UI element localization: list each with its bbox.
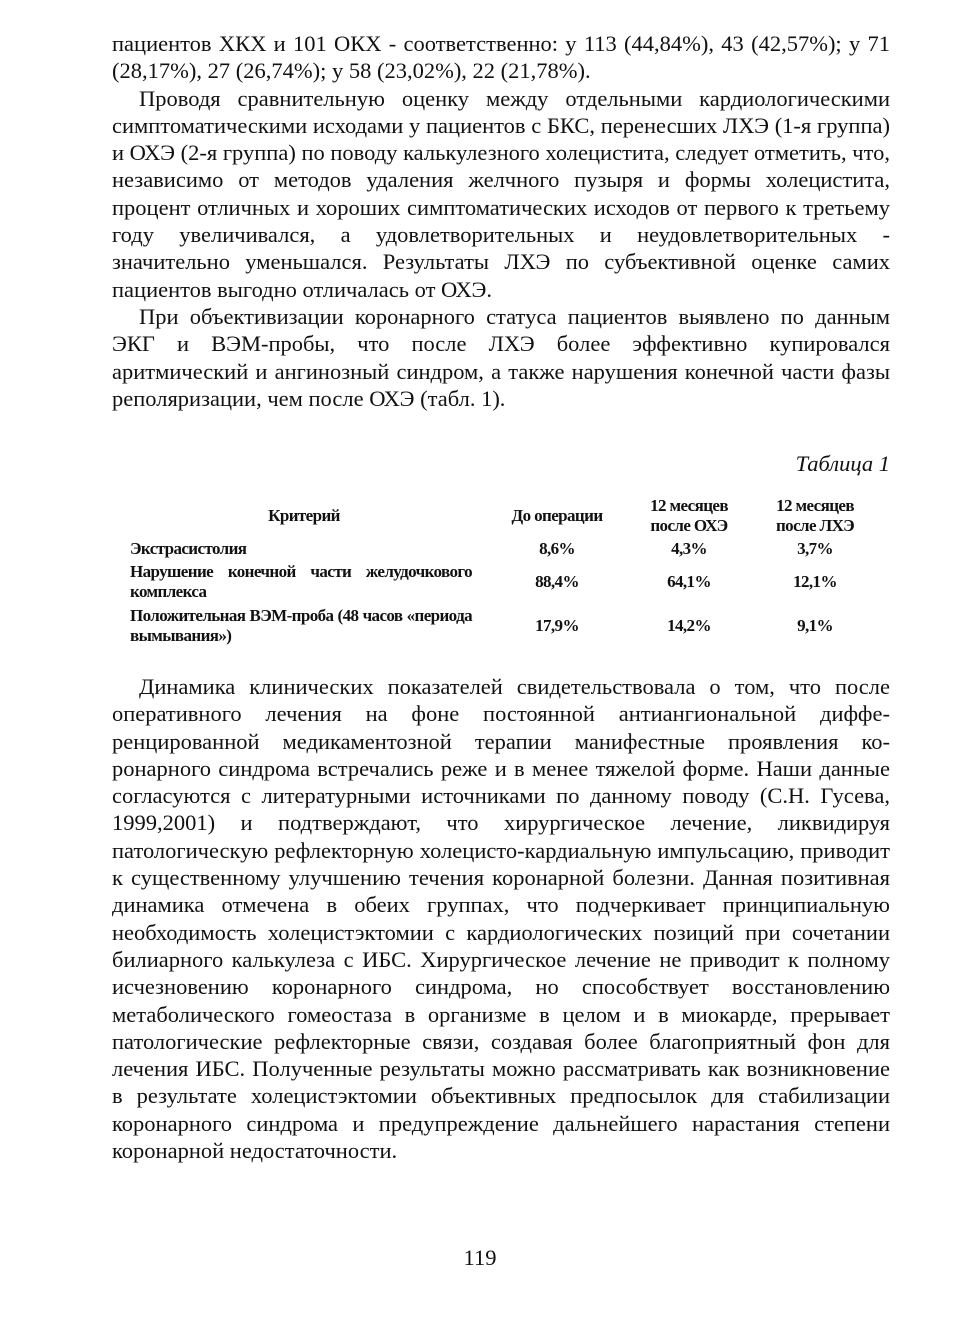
table-caption: Таблица 1 [795, 451, 890, 476]
table-row [130, 560, 880, 604]
page-number: 119 [463, 1245, 497, 1270]
row-value-oche: 14,2% [667, 616, 711, 635]
row-criterion: Положительная ВЭМ-проба (48 часов «периода вымывания») [130, 606, 472, 645]
row-value-before: 88,4% [535, 572, 579, 591]
discussion-section [112, 673, 890, 1164]
header-12-months-lche-line1: 12 месяцев [776, 496, 854, 515]
row-value-lche: 12,1% [793, 572, 837, 591]
row-value-before: 17,9% [535, 616, 579, 635]
row-value-oche: 4,3% [671, 539, 707, 558]
row-criterion: Экстрасистолия [130, 539, 247, 558]
row-value-lche: 9,1% [797, 616, 833, 635]
page-content [112, 30, 890, 1164]
table-row [130, 604, 880, 648]
header-12-months-lche-line2: после ЛХЭ [775, 516, 855, 535]
coronary-status-paragraph: При объективизации коронарного статуса пациентов выявлено по данным ЭКГ и ВЭМ-пробы, что после ЛХЭ более эффективно купировался аритмический и ангинозный синдром, а также нарушения конечной части фазы реполяризации, чем после ОХЭ (табл. 1). [112, 303, 890, 411]
results-table [130, 494, 880, 648]
row-value-lche: 3,7% [797, 539, 833, 558]
header-12-months-oche-line1: 12 месяцев [650, 496, 728, 515]
header-before-operation: До операции [511, 506, 603, 525]
row-value-oche: 64,1% [667, 572, 711, 591]
table-header-row [130, 494, 880, 538]
header-12-months-oche [628, 494, 750, 538]
header-12-months-oche-line2: после ОХЭ [650, 516, 728, 535]
comparison-paragraph: Проводя сравнительную оценку между отдельными кардиологическими симптоматическими исходами у пациентов с БКС, перенесших ЛХЭ (1-я группа) и ОХЭ (2-я группа) по поводу калькулезного холецистита, следует отметить, что, независимо от методов удаления желчного пузыря и формы холецистита, процент отличных и хороших симптоматических исходов от первого к третьему году увеличивался, а удовлетворительных и неудовлетворительных - значительно уменьшался. Результаты ЛХЭ по субъективной оценке самих пациентов выгодно отличалась от ОХЭ. [112, 85, 890, 302]
row-value-before: 8,6% [539, 539, 575, 558]
intro-paragraph-continued: пациентов ХКХ и 101 ОКХ - соответственно: у 113 (44,84%), 43 (42,57%); у 71 (28,17%), 27 (26,74%); у 58 (23,02%), 22 (21,78%). [112, 31, 890, 84]
discussion-paragraph: Динамика клинических показателей свидетельствовала о том, что после оперативного лечения на фоне постоянной антиангиональной дифференцированной медикаментозной терапии манифестные проявления коронарного синдрома встречались реже и в менее тяжелой форме. Наши данные согласуются с литературными источниками по данному поводу (С.Н. Гусева, 1999,2001) и подтверждают, что хирургическое лечение, ликвидируя патологическую рефлекторную холецисто-кардиальную импульсацию, приводит к существенному улучшению течения коронарной болезни. Данная позитивная динамика отмечена в обеих группах, что подчеркивает принципиальную необходимость холецистэктомии с кардиологических позиций при сочетании билиарного калькулеза с ИБС. Хирургическое лечение не приводит к полному исчезновению коронарного синдрома, но способствует восстановлению метаболического гомеостаза в организме в целом и в миокарде, прерывает патологические рефлекторные связи, создавая более благоприятный фон для лечения ИБС. Полученные результаты можно рассматривать как возникновение в результате холецистэктомии объективных предпосылок для стабилизации коронарного синдрома и предупреждение дальнейшего нарастания степени коронарной недостаточности. [112, 674, 890, 1164]
table-row [130, 538, 880, 560]
row-criterion: Нарушение конечной части желудочкового комплекса [130, 562, 472, 601]
header-12-months-lche [750, 494, 880, 538]
header-criterion: Критерий [268, 506, 340, 525]
